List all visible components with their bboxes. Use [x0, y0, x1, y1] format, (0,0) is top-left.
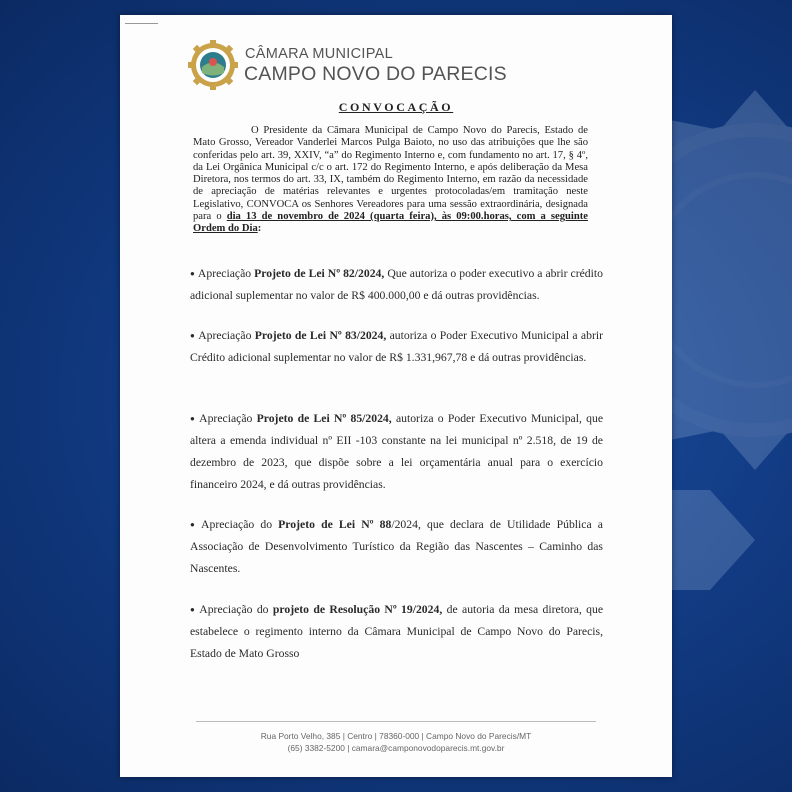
- agenda-item: ● Apreciação Projeto de Lei Nº 82/2024, Que autoriza o poder executivo a abrir crédito adicional suplementar no valor de R$ 400.000,00 e dá outras providências.: [190, 267, 603, 302]
- institution-name-line1: CÂMARA MUNICIPAL: [245, 46, 393, 62]
- footer-divider: [196, 721, 596, 722]
- bullet-dot: ●: [190, 520, 199, 529]
- gear-seal-icon: [188, 40, 238, 90]
- document-title: CONVOCAÇÃO: [338, 100, 454, 114]
- intro-paragraph: O Presidente da Câmara Municipal de Campo Novo do Parecis, Estado de Mato Grosso, Vereador Vanderlei Marcos Pulga Baioto, no uso das atribuições que lhe são conferidas pelo art. 39, XXIV, “a” do Regimento Interno e, com fundamento no art. 17, § 4º, da Lei Orgânica Municipal c/c o art. 172 do Regimento Interno, e após deliberação da Mesa Diretora, nos termos do art. 33, IX, também do Regimento Interno, em razão da necessidade de apreciação de matérias relevantes e urgentes protocoladas/em tramitação neste Legislativo, CONVOCA os Senhores Vereadores para uma sessão extraordinária, designada para o dia 13 de novembro de 2024 (quarta feira), às 09:00.horas, com a seguinte Ordem do Dia:: [193, 125, 588, 235]
- scan-mark: [125, 23, 158, 24]
- footer-address: Rua Porto Velho, 385 | Centro | 78360-000 | Campo Novo do Parecis/MT: [260, 731, 532, 741]
- document-page: [120, 15, 672, 777]
- bullet-dot: ●: [190, 269, 195, 278]
- footer-contact: (65) 3382-5200 | camara@camponovodoparecis.mt.gov.br: [287, 743, 505, 753]
- intro-text: O Presidente da Câmara Municipal de Campo Novo do Parecis, Estado de Mato Grosso, Vereador Vanderlei Marcos Pulga Baioto, no uso das atribuições que lhe são conferidas pelo art. 39, XXIV, “a” do Regimento Interno e, com fundamento no art. 17, § 4º, da Lei Orgânica Municipal c/c o art. 172 do Regimento Interno, e após deliberação da Mesa Diretora, nos termos do art. 33, IX, também do Regimento Interno, em razão da necessidade de apreciação de matérias relevantes e urgentes protocoladas/em tramitação neste Legislativo, CONVOCA os Senhores Vereadores para uma sessão extraordinária, designada para o: [193, 125, 588, 223]
- bullet-dot: ●: [190, 414, 197, 423]
- agenda-item: ● Apreciação Projeto de Lei Nº 83/2024, autoriza o Poder Executivo Municipal a abrir Crédito adicional suplementar no valor de R$ 1.331,967,78 e dá outras providências.: [190, 329, 603, 364]
- session-date: dia 13 de novembro de 2024 (quarta feira), às 09:00.horas, com a seguinte Ordem do Dia: [193, 211, 588, 235]
- agenda-item: ● Apreciação do projeto de Resolução Nº 19/2024, de autoria da mesa diretora, que estabelece o regimento interno da Câmara Municipal de Campo Novo do Parecis, Estado de Mato Grosso: [190, 603, 604, 660]
- institution-name-line2: CAMPO NOVO DO PARECIS: [244, 63, 507, 85]
- agenda-item: ● Apreciação do Projeto de Lei Nº 88/2024, que declara de Utilidade Pública a Associação de Desenvolvimento Turístico da Região das Nascentes – Caminho das Nascentes.: [190, 518, 603, 575]
- bullet-dot: ●: [190, 605, 197, 614]
- bullet-dot: ●: [190, 331, 196, 340]
- agenda-item: ● Apreciação Projeto de Lei Nº 85/2024, autoriza o Poder Executivo Municipal, que altera a emenda individual nº EII -103 constante na lei municipal nº 2.518, de 19 de dezembro de 2023, que dispõe sobre a lei orçamentária anual para o exercício financeiro 2024, e dá outras providências.: [190, 412, 604, 491]
